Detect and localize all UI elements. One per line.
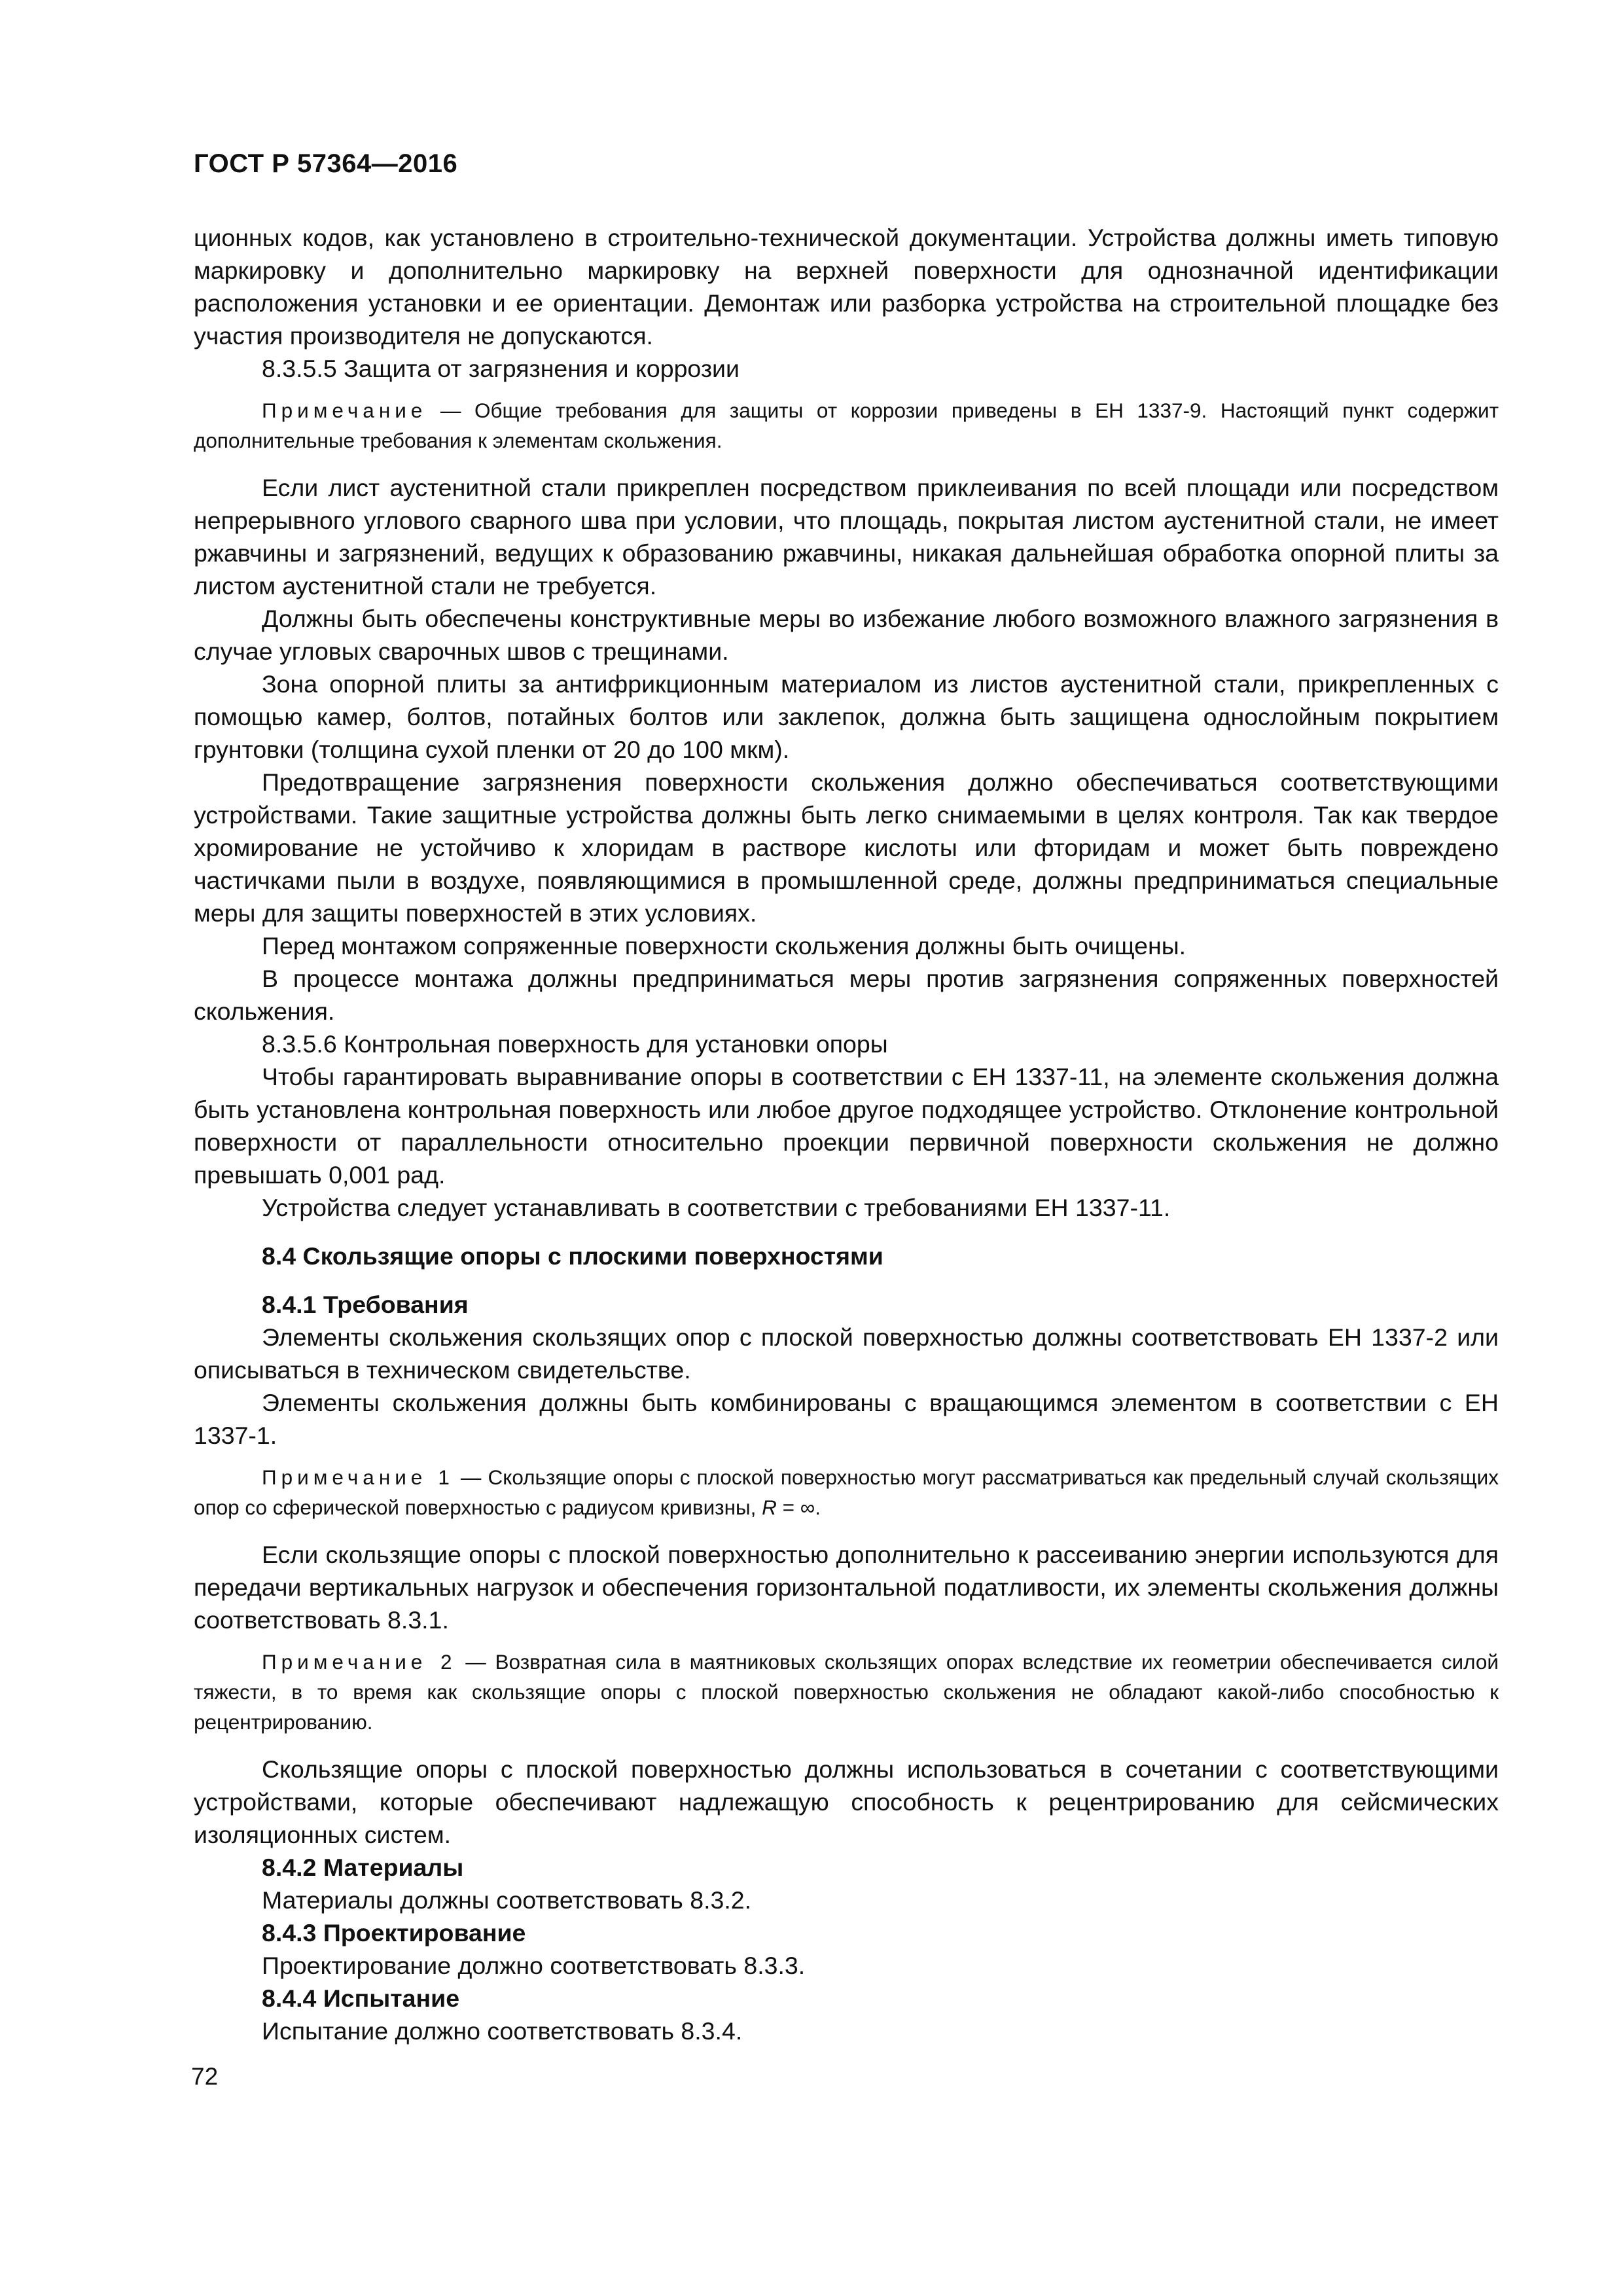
document-header: ГОСТ Р 57364—2016 — [194, 149, 458, 178]
note — [194, 1647, 1499, 1737]
note-text: — Общие требования для защиты от коррозии приведены в ЕН 1337-9. Настоящий пункт содержит дополнительные требования к элементам скольжения. — [194, 399, 1499, 452]
note — [194, 395, 1499, 456]
clause-heading-8-3-5-6: 8.3.5.6 Контрольная поверхность для установки опоры — [262, 1030, 888, 1058]
paragraph: Чтобы гарантировать выравнивание опоры в соответствии с ЕН 1337-11, на элементе скольжения должна быть установлена контрольная поверхность или любое другое подходящее устройство. Отклонение контрольной поверхности от параллельности относительно проекции первичной поверхности скольжения не должно превышать 0,001 рад. — [194, 1063, 1499, 1189]
note-variable: R — [762, 1496, 777, 1519]
paragraph: В процессе монтажа должны предприниматься меры против загрязнения сопряженных поверхностей скольжения. — [194, 965, 1499, 1025]
clause-heading-8-3-5-5: 8.3.5.5 Защита от загрязнения и коррозии — [262, 355, 740, 382]
paragraph: Проектирование должно соответствовать 8.3.3. — [262, 1952, 806, 1979]
paragraph: Перед монтажом сопряженные поверхности скольжения должны быть очищены. — [262, 932, 1186, 960]
subsection-heading-8-4-3: 8.4.3 Проектирование — [262, 1919, 526, 1946]
paragraph: Предотвращение загрязнения поверхности скольжения должно обеспечиваться соответствующими устройствами. Такие защитные устройства должны быть легко снимаемыми в целях контроля. Так как твердое хромирование не устойчиво к хлоридам в растворе кислоты или фторидам и может быть повреждено частичками пыли в воздухе, появляющимися в промышленной среде, должны предприниматься специальные меры для защиты поверхностей в этих условиях. — [194, 768, 1499, 927]
page-body — [194, 221, 1499, 2047]
paragraph: Элементы скольжения скользящих опор с плоской поверхностью должны соответствовать ЕН 1337-2 или описываться в техническом свидетельстве. — [194, 1323, 1499, 1384]
paragraph: Устройства следует устанавливать в соответствии с требованиями ЕН 1337-11. — [262, 1194, 1171, 1221]
paragraph: Скользящие опоры с плоской поверхностью должны использоваться в сочетании с соответствующими устройствами, которые обеспечивают надлежащую способность к рецентрированию для сейсмических изоляционных систем. — [194, 1755, 1499, 1848]
section-heading-8-4: 8.4 Скользящие опоры с плоскими поверхностями — [262, 1242, 883, 1270]
paragraph: Зона опорной плиты за антифрикционным материалом из листов аустенитной стали, прикрепленных с помощью камер, болтов, потайных болтов или заклепок, должна быть защищена однослойным покрытием грунтовки (толщина сухой пленки от 20 до 100 мкм). — [194, 670, 1499, 763]
paragraph: Элементы скольжения должны быть комбинированы с вращающимся элементом в соответствии с ЕН 1337-1. — [194, 1389, 1499, 1449]
note-number: 2 — [427, 1650, 457, 1674]
paragraph: Если лист аустенитной стали прикреплен посредством приклеивания по всей площади или посредством непрерывного углового сварного шва при условии, что площадь, покрытая листом аустенитной стали, не имеет ржавчины и загрязнений, ведущих к образованию ржавчины, никакая дальнейшая обработка опорной плиты за листом аустенитной стали не требуется. — [194, 474, 1499, 600]
subsection-heading-8-4-4: 8.4.4 Испытание — [262, 1984, 460, 2012]
note-number: 1 — [427, 1465, 454, 1489]
note-label: Примечание — [262, 1465, 427, 1489]
note — [194, 1462, 1499, 1522]
note-label: Примечание — [262, 1650, 427, 1674]
paragraph: Испытание должно соответствовать 8.3.4. — [262, 2017, 743, 2045]
paragraph: Должны быть обеспечены конструктивные меры во избежание любого возможного влажного загрязнения в случае угловых сварочных швов с трещинами. — [194, 605, 1499, 665]
paragraph: Если скользящие опоры с плоской поверхностью дополнительно к рассеиванию энергии используются для передачи вертикальных нагрузок и обеспечения горизонтальной податливости, их элементы скольжения должны соответствовать 8.3.1. — [194, 1541, 1499, 1634]
subsection-heading-8-4-2: 8.4.2 Материалы — [262, 1854, 464, 1881]
paragraph: ционных кодов, как установлено в строительно-технической документации. Устройства должны иметь типовую маркировку и дополнительно маркировку на верхней поверхности для однозначной идентификации расположения установки и ее ориентации. Демонтаж или разборка устройства на строительной площадке без участия производителя не допускаются. — [194, 224, 1499, 350]
note-text: — Возвратная сила в маятниковых скользящих опорах вследствие их геометрии обеспечивается силой тяжести, в то время как скользящие опоры с плоской поверхностью скольжения не обладают какой-либо способностью к рецентрированию. — [194, 1650, 1499, 1734]
note-label: Примечание — [262, 399, 427, 422]
subsection-heading-8-4-1: 8.4.1 Требования — [262, 1291, 469, 1318]
note-text-tail: = ∞. — [776, 1496, 821, 1519]
note-text: — Скользящие опоры с плоской поверхностью могут рассматриваться как предельный случай скользящих опор со сферической поверхностью с радиусом кривизны, — [194, 1465, 1499, 1519]
page-number: 72 — [191, 2063, 219, 2090]
paragraph: Материалы должны соответствовать 8.3.2. — [262, 1886, 752, 1914]
